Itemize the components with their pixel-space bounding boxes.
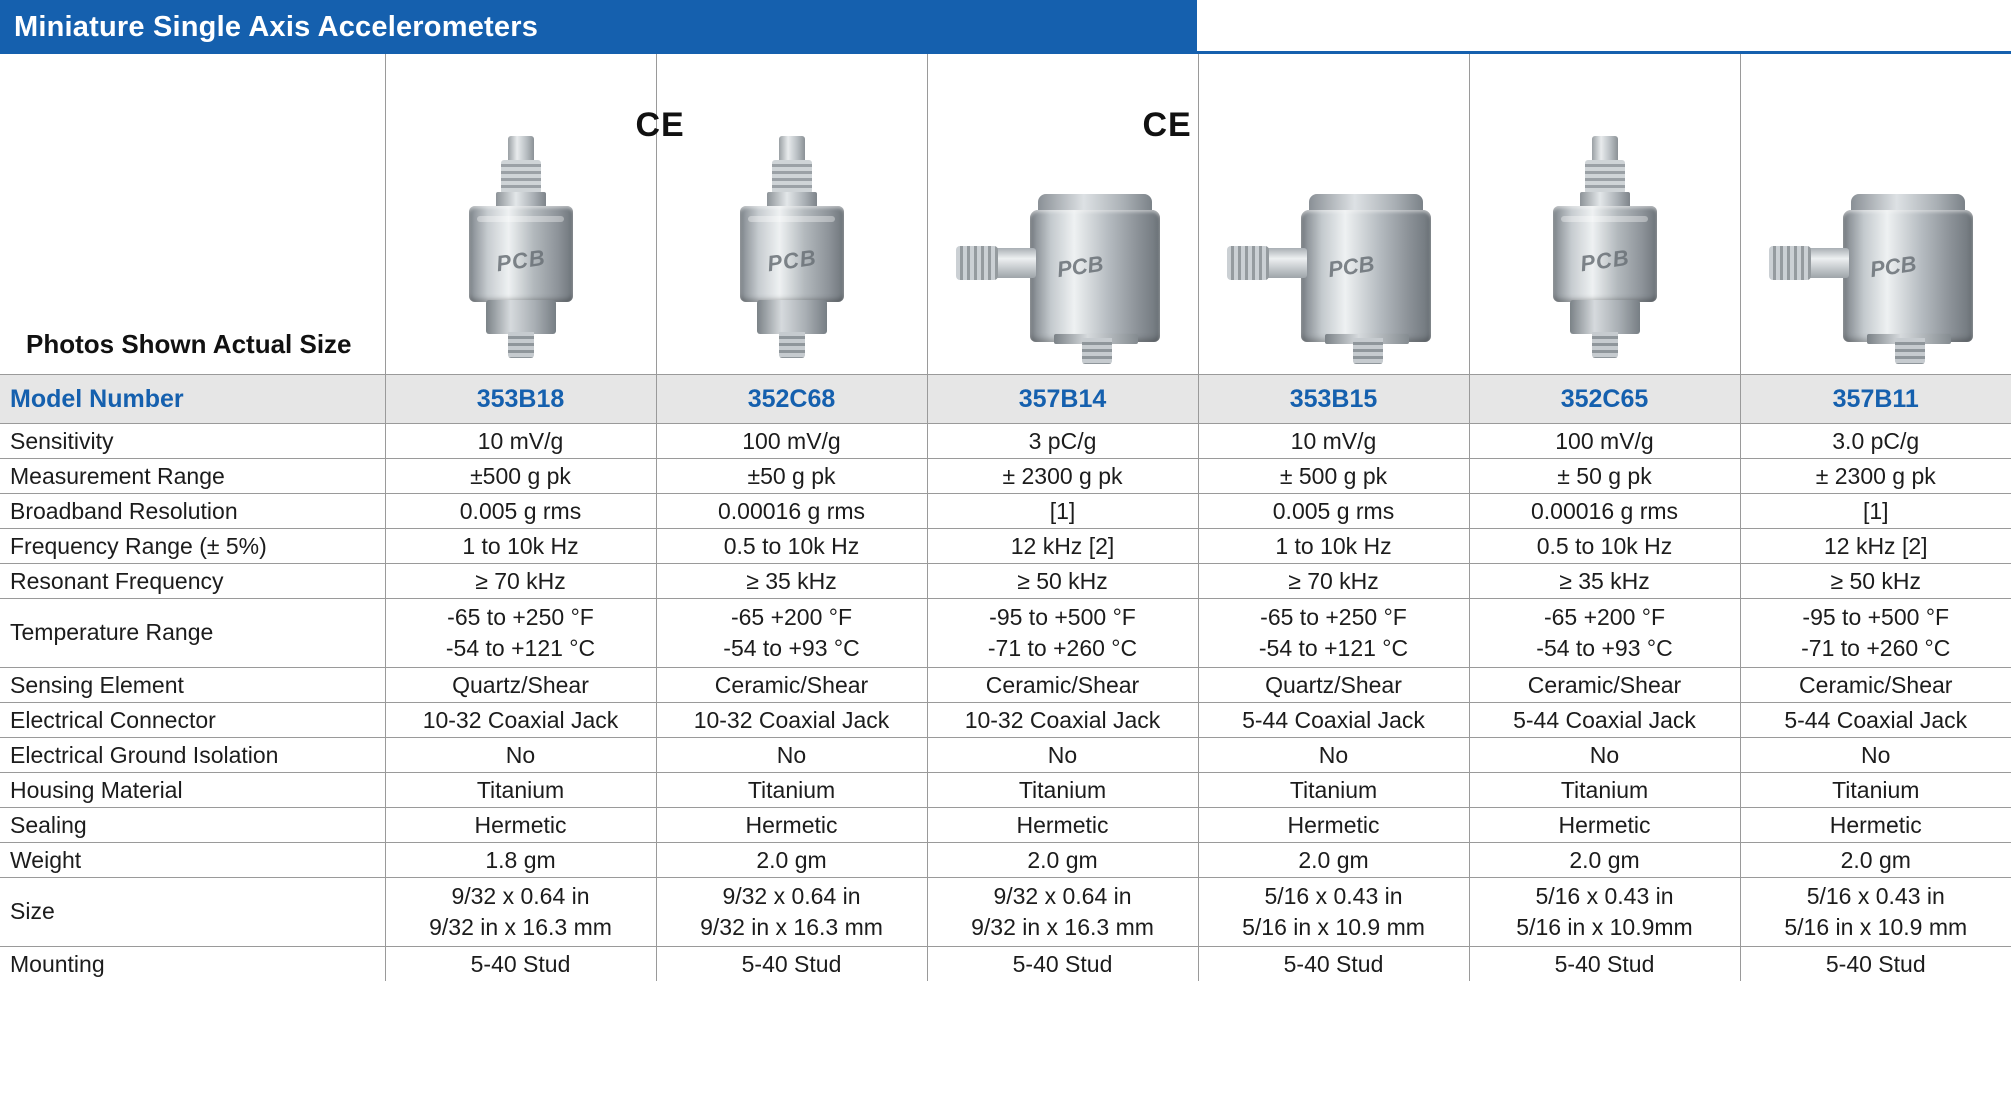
pcb-logo-icon: PCB (1578, 244, 1631, 277)
cell-357B11: 5-44 Coaxial Jack (1740, 703, 2011, 738)
sensor-image-wrap (386, 116, 656, 366)
cell-357B14: ± 2300 g pk (927, 459, 1198, 494)
table-row (0, 843, 2011, 878)
product-photo-352C68 (656, 54, 927, 375)
cell-352C65: ± 50 g pk (1469, 459, 1740, 494)
accelerometer-right-angle-icon (948, 176, 1178, 366)
cell-line: -95 to +500 °F (1802, 603, 1950, 630)
sensor-image-wrap (1199, 116, 1469, 366)
row-label: Temperature Range (0, 599, 385, 668)
table-row (0, 878, 2011, 947)
model-number-header-row (0, 375, 2011, 424)
row-label: Frequency Range (± 5%) (0, 529, 385, 564)
sensor-image-wrap (1741, 116, 2011, 366)
sensor-image-wrap (657, 116, 927, 366)
column-header-353B18: 353B18 (385, 375, 656, 424)
table-row (0, 529, 2011, 564)
product-photo-357B14 (927, 54, 1198, 375)
row-header-model-number: Model Number (0, 375, 385, 424)
table-row (0, 738, 2011, 773)
cell-line: 9/32 x 0.64 in (993, 882, 1132, 909)
cell-357B11: ± 2300 g pk (1740, 459, 2011, 494)
cell-line: -71 to +260 °C (1801, 635, 1951, 661)
cell-352C68 (656, 599, 927, 668)
cell-352C65: 0.00016 g rms (1469, 494, 1740, 529)
product-photo-357B11 (1740, 54, 2011, 375)
row-label: Electrical Connector (0, 703, 385, 738)
cell-353B15: ± 500 g pk (1198, 459, 1469, 494)
row-label: Size (0, 878, 385, 947)
table-row (0, 424, 2011, 459)
cell-line: -65 +200 °F (1543, 603, 1666, 630)
cell-352C65: Titanium (1469, 773, 1740, 808)
cell-line: -65 +200 °F (730, 603, 853, 630)
cell-357B14 (927, 599, 1198, 668)
photos-actual-size-label: Photos Shown Actual Size (0, 54, 385, 375)
cell-357B11: 5-40 Stud (1740, 947, 2011, 982)
cell-line: -54 to +93 °C (1536, 635, 1673, 661)
cell-line: 5/16 in x 10.9 mm (1242, 914, 1425, 940)
row-label: Sealing (0, 808, 385, 843)
cell-357B11: Ceramic/Shear (1740, 668, 2011, 703)
cell-357B14: Ceramic/Shear (927, 668, 1198, 703)
cell-357B11: Hermetic (1740, 808, 2011, 843)
connector-thread (1585, 160, 1625, 194)
cell-353B18: 1.8 gm (385, 843, 656, 878)
column-header-353B15: 353B15 (1198, 375, 1469, 424)
cell-line: -95 to +500 °F (989, 603, 1136, 630)
cell-353B18: 5-40 Stud (385, 947, 656, 982)
cell-357B11: 2.0 gm (1740, 843, 2011, 878)
cell-352C65: 0.5 to 10k Hz (1469, 529, 1740, 564)
cell-357B11 (1740, 878, 2011, 947)
row-label: Broadband Resolution (0, 494, 385, 529)
cell-352C68: 2.0 gm (656, 843, 927, 878)
row-label: Electrical Ground Isolation (0, 738, 385, 773)
cell-line: -65 to +250 °F (447, 603, 594, 630)
cell-353B18: 0.005 g rms (385, 494, 656, 529)
cell-line: 9/32 x 0.64 in (722, 882, 861, 909)
mounting-stud (1353, 338, 1383, 364)
cell-353B15: Titanium (1198, 773, 1469, 808)
table-row (0, 599, 2011, 668)
cell-357B11: 12 kHz [2] (1740, 529, 2011, 564)
cell-line: 5/16 in x 10.9 mm (1784, 914, 1968, 940)
table-row (0, 564, 2011, 599)
cell-357B14: 10-32 Coaxial Jack (927, 703, 1198, 738)
cell-353B15: 10 mV/g (1198, 424, 1469, 459)
accelerometer-right-angle-icon (1219, 176, 1449, 366)
sensor-body (469, 206, 573, 302)
cell-357B11: Titanium (1740, 773, 2011, 808)
sensor-base (1570, 300, 1640, 334)
connector-stud (1592, 136, 1618, 162)
cell-357B11: ≥ 50 kHz (1740, 564, 2011, 599)
cell-357B14 (927, 878, 1198, 947)
column-header-352C68: 352C68 (656, 375, 927, 424)
mounting-stud (779, 332, 805, 358)
cell-353B15: 5-44 Coaxial Jack (1198, 703, 1469, 738)
cell-357B11: No (1740, 738, 2011, 773)
table-body (0, 54, 2011, 981)
pcb-logo-icon: PCB (1055, 250, 1105, 283)
cell-352C68 (656, 878, 927, 947)
sensor-body (740, 206, 844, 302)
cell-352C65: Ceramic/Shear (1469, 668, 1740, 703)
cell-357B14: Hermetic (927, 808, 1198, 843)
page-title: Miniature Single Axis Accelerometers (14, 10, 539, 43)
title-bar (0, 0, 2011, 54)
connector-thread (1227, 246, 1269, 280)
cell-line: 5/16 in x 10.9mm (1516, 914, 1693, 940)
sensor-body (1843, 210, 1973, 342)
sensor-image-wrap (928, 116, 1198, 366)
accelerometer-right-angle-icon (1761, 176, 1991, 366)
cell-352C68: 10-32 Coaxial Jack (656, 703, 927, 738)
cell-352C68: Ceramic/Shear (656, 668, 927, 703)
cell-352C68: ±50 g pk (656, 459, 927, 494)
table-row (0, 703, 2011, 738)
cell-line: -71 to +260 °C (987, 635, 1138, 661)
table-row (0, 808, 2011, 843)
row-label: Housing Material (0, 773, 385, 808)
table-row (0, 459, 2011, 494)
cell-353B18: 1 to 10k Hz (385, 529, 656, 564)
accelerometer-vertical-icon (1545, 136, 1665, 366)
column-header-357B14: 357B14 (927, 375, 1198, 424)
cell-352C68: 100 mV/g (656, 424, 927, 459)
pcb-logo-icon: PCB (1326, 250, 1376, 283)
title-bar-blue (0, 0, 1197, 54)
mounting-stud (1895, 338, 1925, 364)
cell-353B18 (385, 599, 656, 668)
cell-357B14: ≥ 50 kHz (927, 564, 1198, 599)
pcb-logo-icon: PCB (494, 244, 547, 277)
product-photo-353B18 (385, 54, 685, 375)
accelerometer-vertical-icon (732, 136, 852, 366)
cell-353B18: ±500 g pk (385, 459, 656, 494)
connector-thread (772, 160, 812, 194)
cell-line: 5/16 x 0.43 in (1806, 882, 1945, 909)
cell-353B18: Hermetic (385, 808, 656, 843)
cell-353B18: 10 mV/g (385, 424, 656, 459)
sensor-body (1553, 206, 1657, 302)
product-photo-353B15 (1198, 54, 1469, 375)
row-label: Mounting (0, 947, 385, 982)
cell-353B15: 5-40 Stud (1198, 947, 1469, 982)
connector-thread (956, 246, 998, 280)
product-photo-row (0, 54, 2011, 375)
cell-352C65: 100 mV/g (1469, 424, 1740, 459)
table-row (0, 773, 2011, 808)
cell-line: -54 to +121 °C (445, 635, 596, 661)
cell-353B15: ≥ 70 kHz (1198, 564, 1469, 599)
cell-353B18: Titanium (385, 773, 656, 808)
cell-353B15: Quartz/Shear (1198, 668, 1469, 703)
cell-353B15: No (1198, 738, 1469, 773)
cell-357B14: Titanium (927, 773, 1198, 808)
cell-line: 5/16 x 0.43 in (1264, 882, 1403, 909)
cell-353B18: 10-32 Coaxial Jack (385, 703, 656, 738)
cell-line: 9/32 in x 16.3 mm (971, 914, 1154, 940)
row-label: Weight (0, 843, 385, 878)
cell-357B14: No (927, 738, 1198, 773)
row-label: Sensitivity (0, 424, 385, 459)
cell-352C68: No (656, 738, 927, 773)
accelerometer-vertical-icon (461, 136, 581, 366)
connector-thread (501, 160, 541, 194)
title-bar-underline (1197, 0, 2011, 54)
sensor-body (1301, 210, 1431, 342)
cell-357B14: 2.0 gm (927, 843, 1198, 878)
cell-352C65 (1469, 599, 1740, 668)
cell-352C65: 5-40 Stud (1469, 947, 1740, 982)
cell-352C65: ≥ 35 kHz (1469, 564, 1740, 599)
row-label: Sensing Element (0, 668, 385, 703)
row-label: Resonant Frequency (0, 564, 385, 599)
cell-line: 9/32 in x 16.3 mm (429, 914, 612, 940)
cell-352C65: 5-44 Coaxial Jack (1469, 703, 1740, 738)
row-label: Measurement Range (0, 459, 385, 494)
cell-353B15 (1198, 878, 1469, 947)
cell-line: -54 to +93 °C (723, 635, 860, 661)
cell-352C65: 2.0 gm (1469, 843, 1740, 878)
cell-line: -54 to +121 °C (1258, 635, 1409, 661)
table-row (0, 494, 2011, 529)
table-row (0, 947, 2011, 982)
cell-353B15 (1198, 599, 1469, 668)
specifications-table (0, 54, 2011, 981)
cell-line: 5/16 x 0.43 in (1535, 882, 1674, 909)
ce-mark-icon: CE (635, 106, 685, 144)
column-header-352C65: 352C65 (1469, 375, 1740, 424)
product-photo-352C65 (1469, 54, 1740, 375)
cell-353B15: Hermetic (1198, 808, 1469, 843)
cell-357B11: [1] (1740, 494, 2011, 529)
cell-353B15: 1 to 10k Hz (1198, 529, 1469, 564)
mounting-stud (1082, 338, 1112, 364)
cell-352C68: Hermetic (656, 808, 927, 843)
cell-357B11: 3.0 pC/g (1740, 424, 2011, 459)
sensor-image-wrap (1470, 116, 1740, 366)
pcb-logo-icon: PCB (1868, 250, 1919, 283)
sensor-base (486, 300, 556, 334)
cell-353B18: ≥ 70 kHz (385, 564, 656, 599)
cell-352C65 (1469, 878, 1740, 947)
cell-352C65: Hermetic (1469, 808, 1740, 843)
cell-353B18 (385, 878, 656, 947)
cell-357B14: 5-40 Stud (927, 947, 1198, 982)
connector-stud (508, 136, 534, 162)
cell-352C65: No (1469, 738, 1740, 773)
cell-353B15: 0.005 g rms (1198, 494, 1469, 529)
cell-357B14: 3 pC/g (927, 424, 1198, 459)
cell-353B15: 2.0 gm (1198, 843, 1469, 878)
ce-mark-icon: CE (1142, 106, 1192, 144)
cell-352C68: 0.5 to 10k Hz (656, 529, 927, 564)
connector-thread (1769, 246, 1811, 280)
sensor-body (1030, 210, 1160, 342)
cell-352C68: ≥ 35 kHz (656, 564, 927, 599)
connector-stud (779, 136, 805, 162)
table-row (0, 668, 2011, 703)
cell-357B14: [1] (927, 494, 1198, 529)
column-header-357B11: 357B11 (1740, 375, 2011, 424)
cell-353B18: No (385, 738, 656, 773)
cell-352C68: 5-40 Stud (656, 947, 927, 982)
sensor-base (757, 300, 827, 334)
mounting-stud (508, 332, 534, 358)
cell-357B14: 12 kHz [2] (927, 529, 1198, 564)
cell-line: 9/32 x 0.64 in (451, 882, 590, 909)
mounting-stud (1592, 332, 1618, 358)
cell-line: 9/32 in x 16.3 mm (700, 914, 883, 940)
cell-line: -65 to +250 °F (1260, 603, 1407, 630)
cell-357B11 (1740, 599, 2011, 668)
pcb-logo-icon: PCB (765, 244, 818, 277)
cell-353B18: Quartz/Shear (385, 668, 656, 703)
cell-352C68: 0.00016 g rms (656, 494, 927, 529)
cell-352C68: Titanium (656, 773, 927, 808)
